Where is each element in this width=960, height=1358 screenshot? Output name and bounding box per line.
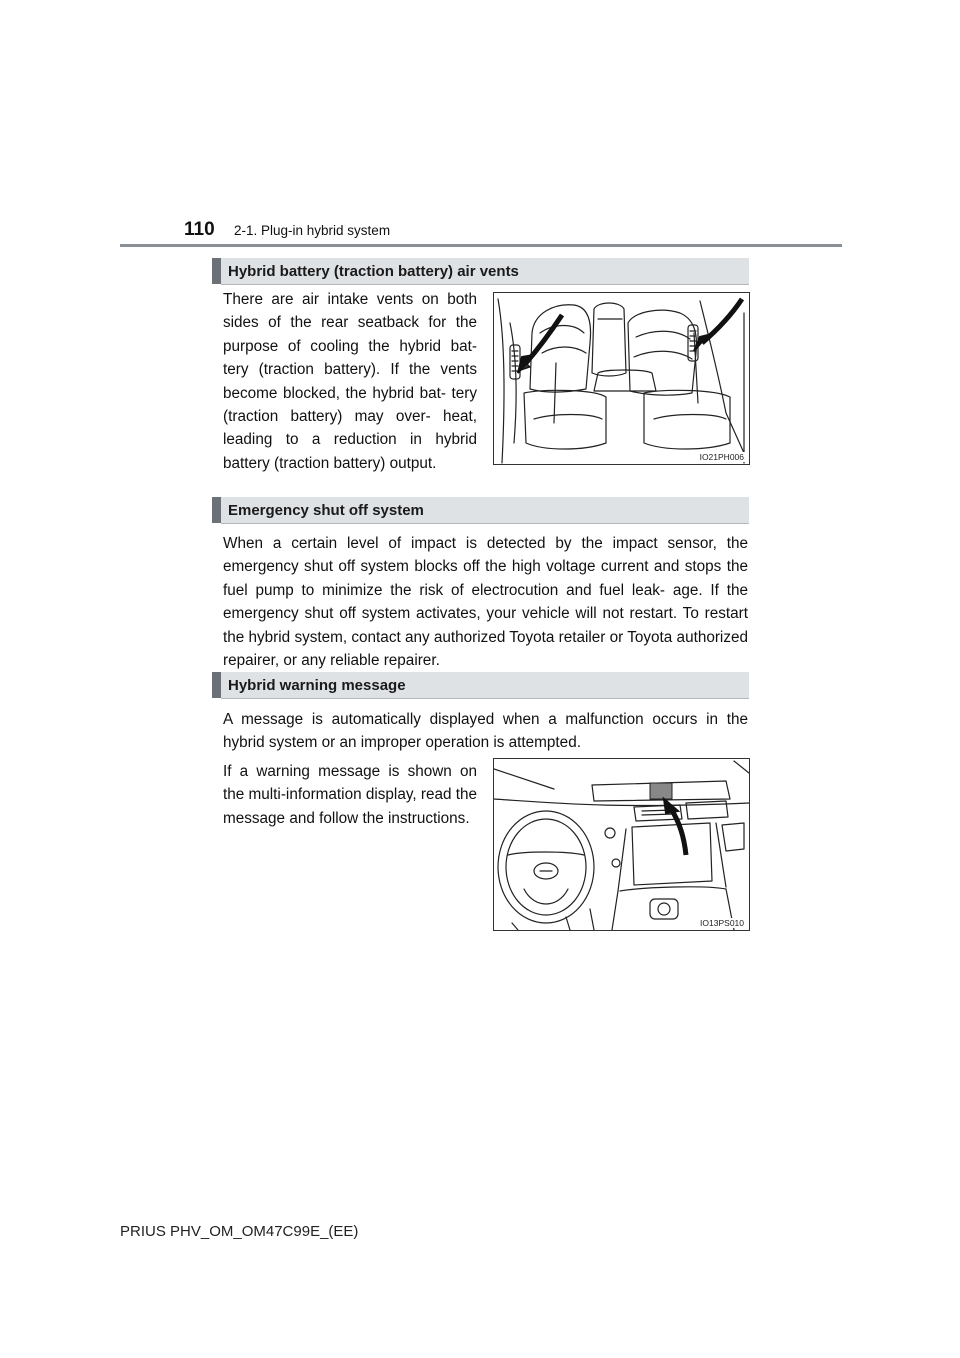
- rear-seat-vents-figure: [493, 292, 750, 465]
- section-header: 2-1. Plug-in hybrid system: [234, 223, 391, 238]
- figure-code: IO21PH006: [699, 452, 744, 462]
- dashboard-display-figure: [493, 758, 750, 931]
- rear-seat-illustration: [494, 293, 749, 464]
- section-heading-air-vents: [212, 258, 749, 284]
- figure-code: IO13PS010: [700, 918, 744, 928]
- header-rule: [120, 244, 842, 247]
- emergency-shutoff-paragraph: When a certain level of impact is detected by the impact sensor, the emergency shut off system blocks off the high voltage current and stops the fuel pump to minimize the risk of electrocution and fuel leak- age. If the emergency shut off system activates, your vehicle will not restart. To restart the hybrid system, contact any authorized Toyota retailer or Toyota authorized repairer, or any reliable repairer.: [223, 535, 748, 670]
- section-heading-label: Emergency shut off system: [228, 502, 424, 519]
- section-heading-emergency-shutoff: [212, 497, 749, 523]
- warning-message-paragraph: A message is automatically displayed when a malfunction occurs in the hybrid system or an improper operation is attempted.: [223, 711, 748, 752]
- warning-instructions-paragraph: If a warning message is shown on the multi-information display, read the message and follow the instructions.: [223, 763, 477, 827]
- section-heading-warning-message: [212, 672, 749, 698]
- dashboard-illustration: [494, 759, 749, 930]
- footer-document-code: PRIUS PHV_OM_OM47C99E_(EE): [120, 1223, 359, 1240]
- section-heading-label: Hybrid battery (traction battery) air vents: [228, 263, 519, 280]
- page-number: 110: [184, 219, 215, 240]
- section-heading-label: Hybrid warning message: [228, 677, 406, 694]
- air-vents-paragraph: There are air intake vents on both sides of the rear seatback for the purpose of cooling the hybrid bat- tery (traction battery). If the vents become blocked, the hybrid bat- tery (traction battery) may over- heat, leading to a reduction in hybrid battery (traction battery) output.: [223, 291, 477, 472]
